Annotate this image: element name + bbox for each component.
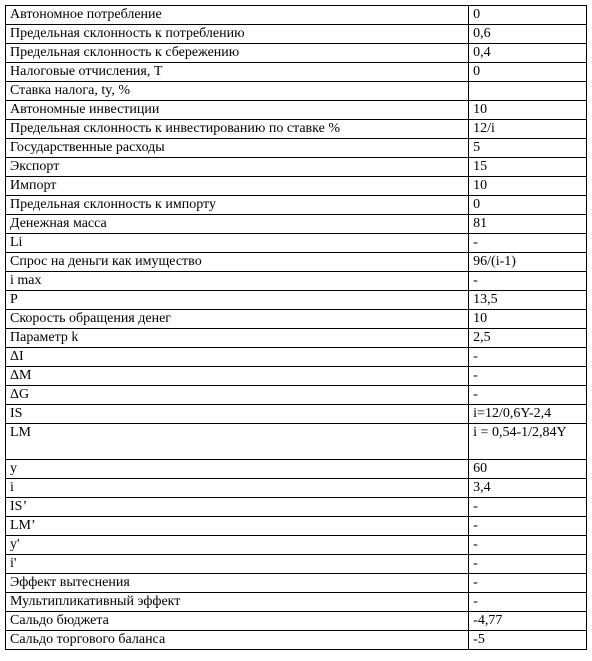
parameter-value: 10	[469, 101, 587, 120]
parameter-name: Импорт	[6, 177, 469, 196]
parameter-value: 12/i	[469, 120, 587, 139]
table-row	[6, 310, 587, 329]
parameter-value: 0,6	[469, 25, 587, 44]
parameter-value: -	[469, 555, 587, 574]
parameter-name: Сальдо бюджета	[6, 612, 469, 631]
parameter-value: -	[469, 386, 587, 405]
parameter-name: Эффект вытеснения	[6, 574, 469, 593]
parameter-name: Скорость обращения денег	[6, 310, 469, 329]
table-row	[6, 367, 587, 386]
parameter-value: 60	[469, 460, 587, 479]
table-row	[6, 593, 587, 612]
parameter-value: 10	[469, 310, 587, 329]
parameter-name: LM	[6, 424, 469, 460]
parameter-name: Мультипликативный эффект	[6, 593, 469, 612]
table-row	[6, 234, 587, 253]
parameter-name: IS	[6, 405, 469, 424]
parameter-name: ΔI	[6, 348, 469, 367]
parameter-value: -	[469, 536, 587, 555]
table-row	[6, 291, 587, 310]
parameter-value: -	[469, 574, 587, 593]
table-row	[6, 536, 587, 555]
table-row	[6, 631, 587, 650]
parameter-value: 2,5	[469, 329, 587, 348]
table-row	[6, 272, 587, 291]
parameter-value: i=12/0,6Y-2,4	[469, 405, 587, 424]
table-row	[6, 329, 587, 348]
parameter-value	[469, 82, 587, 101]
table-row	[6, 215, 587, 234]
table-row	[6, 6, 587, 25]
parameter-value: -4,77	[469, 612, 587, 631]
table-row	[6, 405, 587, 424]
parameter-value: 0,4	[469, 44, 587, 63]
table-row	[6, 253, 587, 272]
table-row	[6, 348, 587, 367]
parameter-name: Автономные инвестиции	[6, 101, 469, 120]
table-row	[6, 612, 587, 631]
parameter-name: Автономное потребление	[6, 6, 469, 25]
parameter-name: P	[6, 291, 469, 310]
parameter-name: ΔG	[6, 386, 469, 405]
table-row	[6, 25, 587, 44]
parameter-name: Предельная склонность к импорту	[6, 196, 469, 215]
parameters-table	[5, 5, 587, 650]
table-row	[6, 460, 587, 479]
parameter-name: Налоговые отчисления, Т	[6, 63, 469, 82]
parameter-value: 96/(i-1)	[469, 253, 587, 272]
parameter-value: 0	[469, 6, 587, 25]
parameter-name: Спрос на деньги как имущество	[6, 253, 469, 272]
parameter-value: 5	[469, 139, 587, 158]
parameter-name: Экспорт	[6, 158, 469, 177]
parameter-value: -	[469, 498, 587, 517]
parameter-name: Li	[6, 234, 469, 253]
table-row	[6, 555, 587, 574]
parameter-value: -	[469, 234, 587, 253]
parameter-value: -	[469, 348, 587, 367]
parameter-name: IS’	[6, 498, 469, 517]
table-row	[6, 82, 587, 101]
table-row	[6, 120, 587, 139]
table-row	[6, 498, 587, 517]
parameter-value: -	[469, 272, 587, 291]
table-row	[6, 139, 587, 158]
parameter-name: Ставка налога, ty, %	[6, 82, 469, 101]
parameter-value: 0	[469, 196, 587, 215]
table-row	[6, 63, 587, 82]
parameter-value: 15	[469, 158, 587, 177]
parameter-name: LM’	[6, 517, 469, 536]
parameter-value: 81	[469, 215, 587, 234]
table-row	[6, 158, 587, 177]
table-row	[6, 196, 587, 215]
parameter-value: 10	[469, 177, 587, 196]
table-row	[6, 424, 587, 460]
parameter-name: Сальдо торгового баланса	[6, 631, 469, 650]
table-row	[6, 101, 587, 120]
parameter-value: -	[469, 367, 587, 386]
parameter-name: ΔM	[6, 367, 469, 386]
parameter-name: y	[6, 460, 469, 479]
table-row	[6, 177, 587, 196]
parameter-value: -	[469, 593, 587, 612]
parameter-name: i	[6, 479, 469, 498]
parameter-name: y'	[6, 536, 469, 555]
parameter-name: i max	[6, 272, 469, 291]
parameters-table-body	[6, 6, 587, 650]
parameter-name: Предельная склонность к сбережению	[6, 44, 469, 63]
parameter-value: 3,4	[469, 479, 587, 498]
table-row	[6, 479, 587, 498]
parameter-name: Предельная склонность к инвестированию по ставке %	[6, 120, 469, 139]
parameter-value: i = 0,54-1/2,84Y	[469, 424, 587, 460]
parameter-name: Государственные расходы	[6, 139, 469, 158]
parameter-name: Предельная склонность к потреблению	[6, 25, 469, 44]
parameter-name: Денежная масса	[6, 215, 469, 234]
parameter-value: -	[469, 517, 587, 536]
parameter-value: 0	[469, 63, 587, 82]
table-row	[6, 517, 587, 536]
parameter-value: -5	[469, 631, 587, 650]
table-row	[6, 386, 587, 405]
parameter-value: 13,5	[469, 291, 587, 310]
parameter-name: i'	[6, 555, 469, 574]
parameter-name: Параметр k	[6, 329, 469, 348]
table-row	[6, 574, 587, 593]
table-row	[6, 44, 587, 63]
